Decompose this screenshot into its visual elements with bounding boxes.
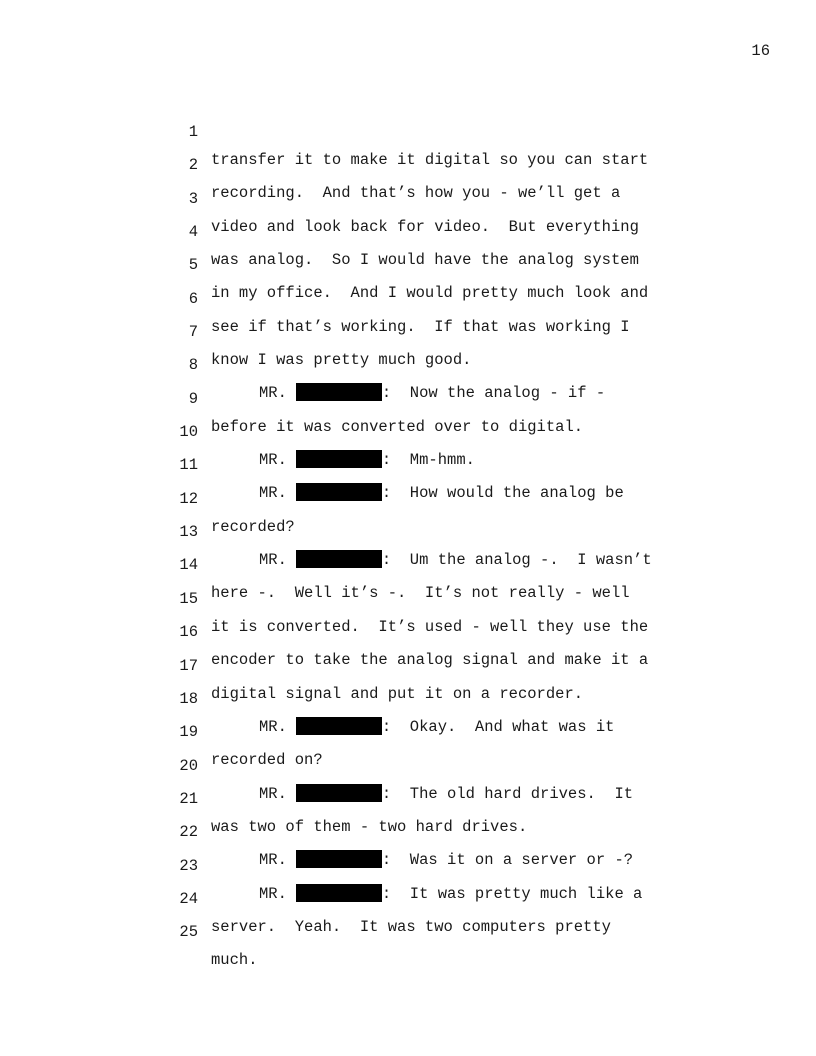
line-text: : Now the analog - if - <box>381 384 606 403</box>
line-text: : Okay. And what was it <box>381 717 615 736</box>
line-text: transfer it to make it digital so you can start <box>211 151 649 169</box>
speaker-title: MR. <box>259 884 287 903</box>
speaker-title: MR. <box>259 384 287 403</box>
line-number: 13 <box>179 523 198 542</box>
line-number: 24 <box>179 889 198 908</box>
line-number: 17 <box>179 656 198 675</box>
line-text: : How would the analog be <box>381 484 624 503</box>
line-text: server. Yeah. It was two computers pretty <box>211 917 611 936</box>
line-text: : Was it on a server or -? <box>381 851 634 870</box>
line-number: 19 <box>179 723 198 742</box>
line-text: : It was pretty much like a <box>381 884 643 903</box>
line-text: here -. Well it’s -. It’s not really - well <box>211 584 630 603</box>
line-number: 12 <box>179 489 198 508</box>
line-number: 15 <box>179 589 198 608</box>
line-number: 16 <box>179 623 198 642</box>
speaker-title: MR. <box>259 451 287 470</box>
line-number: 8 <box>188 356 198 375</box>
line-number: 10 <box>179 423 198 442</box>
line-number: 2 <box>188 156 198 175</box>
line-text: see if that’s working. If that was working I <box>211 317 630 336</box>
line-text: encoder to take the analog signal and make it a <box>211 651 649 670</box>
line-number: 5 <box>188 256 198 275</box>
line-number: 14 <box>179 556 198 575</box>
line-text: digital signal and put it on a recorder. <box>211 684 584 703</box>
line-text: much. <box>211 951 258 970</box>
line-number: 7 <box>188 323 198 342</box>
line-text: know I was pretty much good. <box>211 351 472 370</box>
line-number: 21 <box>179 789 198 808</box>
transcript-body <box>0 90 816 970</box>
line-number: 11 <box>179 456 198 475</box>
speaker-title: MR. <box>259 551 287 570</box>
line-text: it is converted. It’s used - well they use the <box>211 617 649 636</box>
line-number: 22 <box>179 823 198 842</box>
line-text: recorded on? <box>211 751 323 770</box>
speaker-title: MR. <box>259 484 287 503</box>
line-number: 3 <box>188 189 198 208</box>
line-text: was two of them - two hard drives. <box>211 817 528 836</box>
line-number: 1 <box>188 123 198 141</box>
line-number: 6 <box>188 289 198 308</box>
line-number: 4 <box>188 223 198 242</box>
line-number: 9 <box>188 389 198 408</box>
line-text: : The old hard drives. It <box>381 784 634 803</box>
line-text: recorded? <box>211 517 295 536</box>
speaker-title: MR. <box>259 717 287 736</box>
transcript-line <box>0 90 816 169</box>
line-text: before it was converted over to digital. <box>211 417 584 436</box>
line-text: : Um the analog -. I wasn’t <box>381 551 652 570</box>
line-text: was analog. So I would have the analog system <box>211 251 639 270</box>
line-number: 18 <box>179 689 198 708</box>
line-text: : Mm-hmm. <box>381 451 475 470</box>
line-text: recording. And that’s how you - we’ll get a <box>211 184 621 203</box>
speaker-title: MR. <box>259 851 287 870</box>
line-text: in my office. And I would pretty much look and <box>211 284 649 303</box>
speaker-title: MR. <box>259 784 287 803</box>
line-number: 25 <box>179 923 198 942</box>
line-text: video and look back for video. But everything <box>211 217 639 236</box>
line-number: 20 <box>179 756 198 775</box>
line-number: 23 <box>179 856 198 875</box>
page-number: 16 <box>751 42 770 60</box>
